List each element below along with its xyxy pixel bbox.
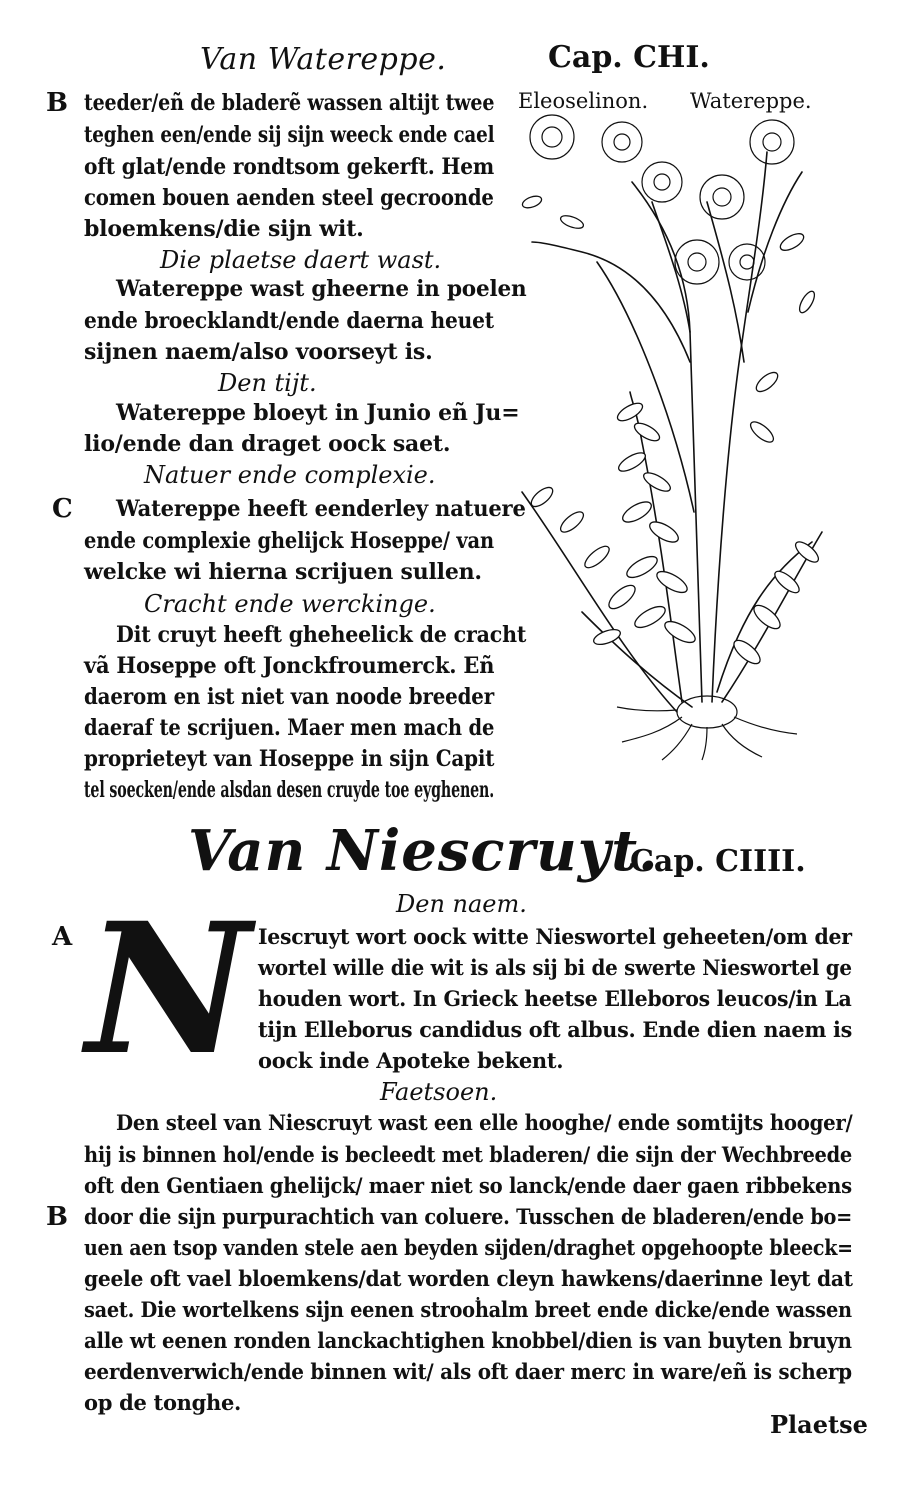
text-line: Watereppe heeft eenderley natuere	[116, 496, 526, 522]
chapter-title: Van Niescruyt.	[188, 818, 659, 884]
text-line: teghen een/ende sij sijn weeck ende cael	[84, 122, 495, 148]
text-line: wortel wille die wit is als sij bi de swerte Nieswortel ge	[258, 955, 852, 980]
margin-letter-a: A	[52, 922, 73, 952]
text-line: uen aen tsop vanden stele aen beyden sijden/draghet opgehoopte bleeck=	[84, 1235, 853, 1260]
chapter-number: Cap. CIIII.	[630, 844, 806, 879]
heading-virtue: Cracht ende werckinge.	[144, 590, 436, 618]
text-line: oock inde Apoteke bekent.	[258, 1048, 564, 1073]
text-line: oft glat/ende rondtsom gekerft. Hem	[84, 154, 495, 180]
text-line: houden wort. In Grieck heetse Elleboros leucos/in La	[258, 986, 852, 1011]
text-line: comen bouen aenden steel gecroonde	[84, 185, 494, 211]
text-line: Watereppe bloeyt in Junio eñ Ju=	[116, 400, 520, 426]
text-line: Den steel van Niescruyt wast een elle hooghe/ ende somtijts hooger/	[116, 1110, 853, 1135]
heading-time: Den tijt.	[218, 369, 317, 397]
catchword: Plaetse	[770, 1410, 868, 1439]
text-line: eerdenverwich/ende binnen wit/ als oft daer merc in ware/eñ is scherp	[84, 1359, 852, 1384]
text-line: teeder/eñ de bladerẽ wassen altijt twee	[84, 90, 495, 116]
text-line: daeraf te scrijuen. Maer men mach de	[84, 715, 495, 741]
text-line: ende complexie ghelijck Hoseppe/ van	[84, 528, 494, 554]
figure-label-dutch: Watereppe.	[690, 89, 812, 113]
text-line: op de tonghe.	[84, 1390, 242, 1415]
figure-label-latin: Eleoselinon.	[518, 89, 649, 113]
text-line: hij is binnen hol/ende is becleedt met bladeren/ die sijn der Wechbreede	[84, 1142, 853, 1167]
text-line: geele oft vael bloemkens/dat worden cleyn hawkens/daerinne leyt dat	[84, 1266, 853, 1291]
text-line: welcke wi hierna scrijuen sullen.	[84, 559, 482, 585]
text-line: door die sijn purpurachtich van coluere. Tusschen de bladeren/ende bo=	[84, 1204, 853, 1229]
heading-name: Den naem.	[396, 890, 527, 918]
drop-cap: N	[86, 884, 251, 1095]
text-line: sijnen naem/also voorseyt is.	[84, 339, 433, 365]
chapter-number: Cap. CHI.	[548, 40, 710, 75]
text-line: daerom en ist niet van noode breeder	[84, 684, 494, 710]
stem	[707, 202, 744, 362]
running-title: Van Watereppe.	[200, 42, 447, 77]
text-line: alle wt eenen ronden lanckachtighen knobbel/dien is van buyten bruyn	[84, 1328, 852, 1353]
text-line: Dit cruyt heeft gheheelick de cracht	[116, 622, 527, 648]
text-line: tel soecken/ende alsdan desen cruyde toe eyghenen.	[84, 777, 495, 803]
text-line: oft den Gentiaen ghelijck/ maer niet so lanck/ende daer gaen ribbekens	[84, 1173, 852, 1198]
text-line: vã Hoseppe oft Jonckfroumerck. Eñ	[84, 653, 495, 679]
heading-nature: Natuer ende complexie.	[144, 461, 436, 489]
stem	[532, 242, 690, 362]
text-line: saet. Die wortelkens sijn eenen strooḣalm breet ende dicke/ende wassen	[84, 1297, 852, 1322]
text-line: Watereppe wast gheerne in poelen	[116, 276, 527, 302]
stem	[652, 202, 690, 332]
text-line: lio/ende dan draget oock saet.	[84, 431, 451, 457]
text-line: tijn Elleborus candidus oft albus. Ende dien naem is	[258, 1017, 852, 1042]
margin-letter-b2: B	[46, 1202, 68, 1232]
heading-form: Faetsoen.	[380, 1078, 498, 1106]
plant-illustration	[512, 112, 842, 762]
text-line: ende broecklandt/ende daerna heuet	[84, 308, 494, 334]
text-line: Iescruyt wort oock witte Nieswortel geheeten/om der	[258, 924, 852, 949]
text-line: bloemkens/die sijn wit.	[84, 216, 364, 242]
text-line: proprieteyt van Hoseppe in sijn Capit	[84, 746, 495, 772]
margin-letter-c: C	[52, 494, 73, 524]
heading-place: Die plaetse daert wast.	[160, 246, 442, 274]
margin-letter-b: B	[46, 88, 68, 118]
